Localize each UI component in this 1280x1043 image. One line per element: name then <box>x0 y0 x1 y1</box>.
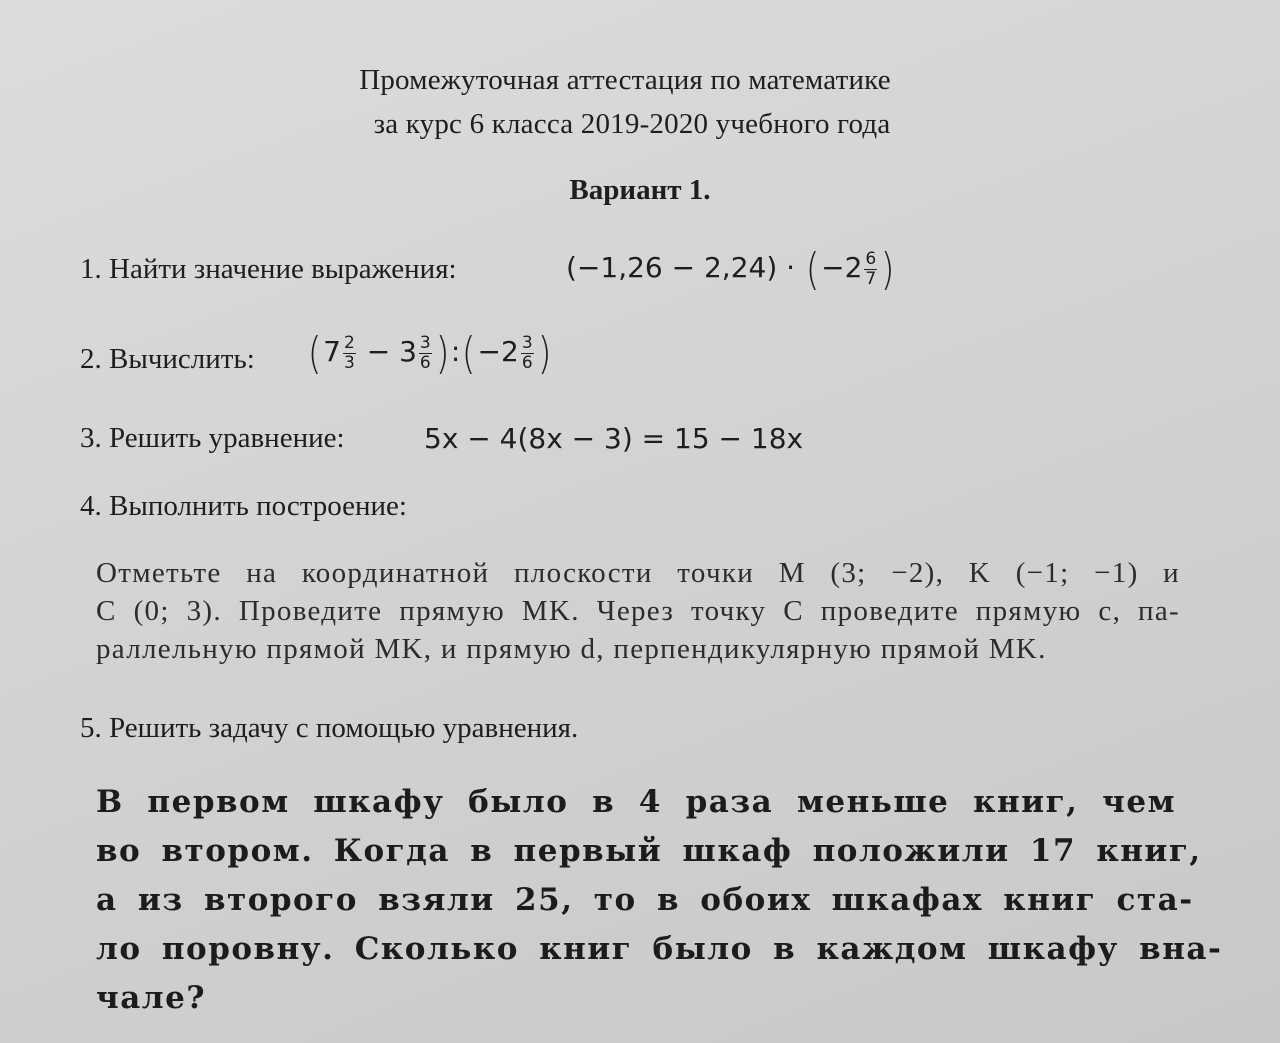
fraction-denominator: 6 <box>419 352 431 373</box>
problem-line: во втором. Когда в первый шкаф положили 17 книг, <box>96 833 1202 869</box>
problem-line: В первом шкафу было в 4 раза меньше книг, чем <box>96 784 1176 820</box>
variant-heading: Вариант 1. <box>569 174 711 206</box>
fraction-denominator: 7 <box>865 268 877 289</box>
task-1-fraction <box>864 250 877 288</box>
fraction-numerator: 3 <box>419 332 431 353</box>
problem-line: а из второго взяли 25, то в обоих шкафах книг ста- <box>96 882 1194 918</box>
close-paren: ) <box>435 328 450 379</box>
fraction-numerator: 2 <box>344 332 355 353</box>
close-paren: ) <box>880 244 895 295</box>
fraction-denominator: 6 <box>521 352 533 373</box>
open-paren: ( <box>307 328 322 379</box>
title-line-2: за курс 6 класса 2019-2020 учебного года <box>373 108 891 140</box>
task-2-expression <box>306 328 553 379</box>
open-paren: ( <box>805 244 820 295</box>
task-4-label: 4. Выполнить построение: <box>80 490 407 522</box>
fraction-numerator: 6 <box>865 248 877 269</box>
condition-line: раллельную прямой MK, и прямую d, перпендикулярную прямой MK. <box>96 633 1047 665</box>
title-line-1: Промежуточная аттестация по математике <box>359 64 891 96</box>
task-2-whole-1: 7 <box>323 335 341 368</box>
fraction-denominator: 3 <box>344 352 355 373</box>
task-2-division: : <box>450 335 461 368</box>
condition-line: Отметьте на координатной плоскости точки M (3; −2), K (−1; −1) и <box>96 557 1180 589</box>
task-5-label: 5. Решить задачу с помощью уравнения. <box>80 712 579 744</box>
task-1-expression <box>566 244 896 295</box>
problem-line: чале? <box>96 980 207 1016</box>
task-1-expr-a: (−1,26 − 2,24) · <box>566 251 796 284</box>
task-2-minus: − 3 <box>366 335 417 368</box>
task-1-expr-b: −2 <box>821 251 863 284</box>
task-2-fraction-3 <box>521 334 534 372</box>
task-2-whole-3: −2 <box>477 335 519 368</box>
task-2-fraction-1 <box>343 334 356 372</box>
task-1-label: 1. Найти значение выражения: <box>80 253 457 285</box>
task-4-condition <box>96 554 1180 668</box>
open-paren: ( <box>462 328 476 379</box>
task-3-equation: 5x − 4(8x − 3) = 15 − 18x <box>424 422 804 455</box>
task-5-problem <box>96 778 1223 1023</box>
task-2-label: 2. Вычислить: <box>80 343 255 375</box>
close-paren: ) <box>537 328 552 379</box>
task-3-label: 3. Решить уравнение: <box>80 422 345 454</box>
task-2-fraction-2 <box>419 334 432 372</box>
problem-line: ло поровну. Сколько книг было в каждом шкафу вна- <box>96 931 1223 967</box>
condition-line: C (0; 3). Проведите прямую MK. Через точку C проведите прямую c, па- <box>96 595 1180 627</box>
fraction-numerator: 3 <box>521 332 533 353</box>
